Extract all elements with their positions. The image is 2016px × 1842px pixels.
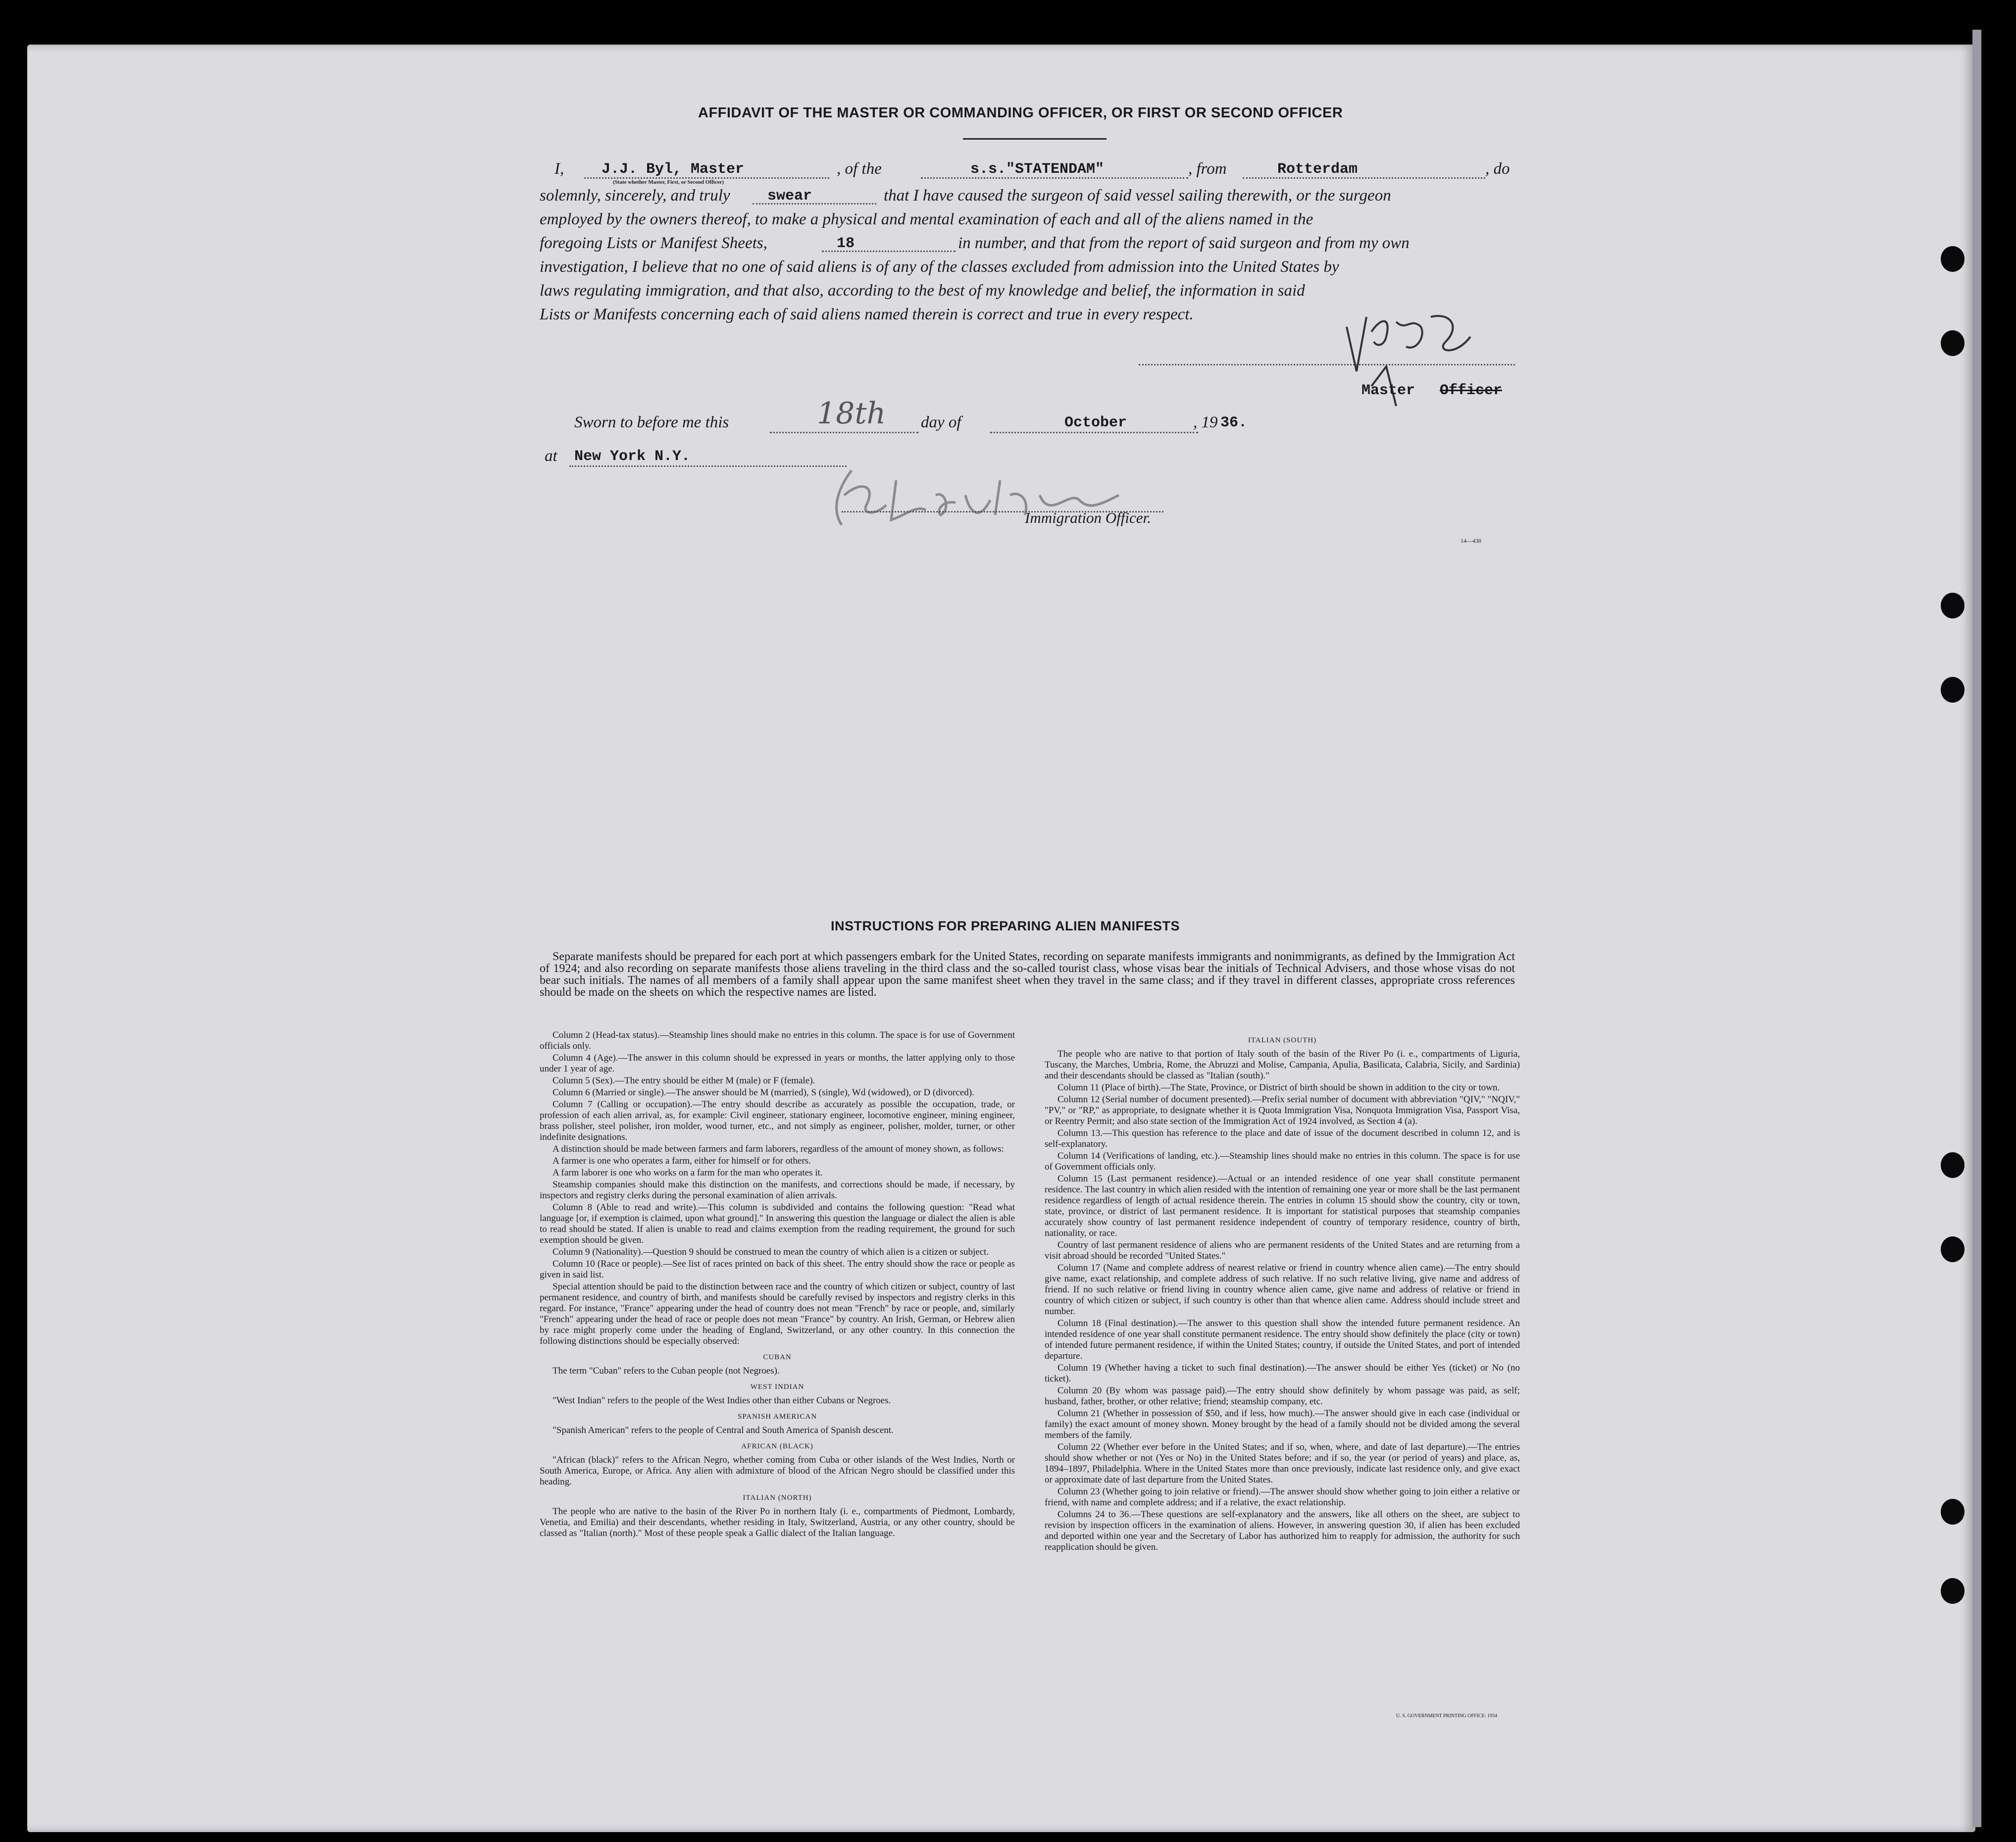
instr-right-para: Column 22 (Whether ever before in the United States; and if so, when, where, and date of last departure).—The entries should show whether or not (Yes or No) in the United States before; and if so, the year (or period of years) and place, as, 1894–1897, Philadelphia. Where in the United States more than once previously, indicate last residence only, and give exact or approximate date of last departure from the United States. <box>1045 1442 1520 1485</box>
african-heading: AFRICAN (BLACK) <box>741 1442 813 1450</box>
day-line <box>770 432 918 433</box>
sworn-month: October <box>1064 414 1127 431</box>
instr-right-para: Column 19 (Whether having a ticket to such final destination).—The answer should be either Yes (ticket) or No (no ticket). <box>1045 1363 1520 1384</box>
instructions-title: INSTRUCTIONS FOR PREPARING ALIEN MANIFESTS <box>831 919 1180 933</box>
instructions-intro <box>540 951 1515 999</box>
instr-left-para: A farm laborer is one who works on a farm for the man who operates it. <box>553 1168 823 1178</box>
at-label: at <box>545 447 557 465</box>
west-indian-heading: WEST INDIAN <box>750 1383 805 1391</box>
spanish-american-heading: SPANISH AMERICAN <box>737 1413 817 1421</box>
west-indian-text: "West Indian" refers to the people of the West Indies other than either Cubans or Negroes. <box>553 1395 891 1406</box>
name-line <box>584 177 829 179</box>
instr-left-para: Column 8 (Able to read and write).—This column is subdivided and contains the following question: "Read what language [or, if exemption is claimed, upon what ground]." In answering this question the language or dialect the alien is able to read should be stated. If alien is unable to read and claims exemption from the reading requirement, the ground for such exemption should be given. <box>540 1202 1015 1245</box>
punch-hole <box>1941 1499 1965 1525</box>
sworn-place: New York N.Y. <box>574 448 691 465</box>
punch-hole <box>1941 1578 1965 1604</box>
instr-left-para: Column 7 (Calling or occupation).—The entry should describe as accurately as possible the occupation, trade, or profession of each alien arrival, as, for example: Civil engineer, stationary engineer, locomotive engineer, mining engineer, brass polisher, steel polisher, iron molder, wood turner, etc., and not simply as engineer, polisher, molder, turner, or other indefinite designations. <box>540 1099 1015 1142</box>
master-title: Master <box>1361 382 1415 399</box>
instr-left-para: A farmer is one who operates a farm, either for himself or for others. <box>553 1156 811 1166</box>
instr-right-para: The people who are native to that portion of Italy south of the basin of the River Po (i. e., compartments of Liguria, Tuscany, the Marches, Umbria, Rome, the Abruzzi and Molise, Campania, Apulia, Basilicata, Calabria, Sicily, and Sardinia) and their descendants should be classed as "Italian (south)." <box>1045 1049 1520 1081</box>
instr-left-para: Column 5 (Sex).—The entry should be either M (male) or F (female). <box>553 1075 815 1086</box>
african-text: "African (black)" refers to the African Negro, whether coming from Cuba or other islands of the West Indies, North or South America, Europe, or Africa. Any alien with admixture of blood of the African Negro should be classified under this heading. <box>540 1455 1015 1487</box>
instr-left-para: A distinction should be made between farmers and farm laborers, regardless of the amount of money shown, as follows: <box>553 1144 1004 1154</box>
vessel-line <box>921 177 1188 179</box>
aff-line5: investigation, I believe that no one of said aliens is of any of the classes excluded from admission into the United States by <box>540 258 1339 276</box>
instr-right-para: Column 23 (Whether going to join relative or friend).—The answer should show whether going to join either a relative or friend, with name and complete address; and if a relative, the exact relationship. <box>1045 1486 1520 1508</box>
sworn-day: 18th <box>817 396 886 431</box>
instr-left-para: Column 9 (Nationality).—Question 9 should be construed to mean the country of which alien is a citizen or subject. <box>553 1247 989 1257</box>
instr-left-para: Column 2 (Head-tax status).—Steamship lines should make no entries in this column. The space is for use of Government officials only. <box>540 1030 1015 1051</box>
punch-hole <box>1941 593 1965 618</box>
intro-paragraph: Separate manifests should be prepared for each port at which passengers embark for the United States, recording on separate manifests immigrants and nonimmigrants, as defined by the Immigration Act of 1924; and also recording on separate manifests those aliens traveling in the third class and the so-called tourist class, whose visas bear the initials of Technical Advisers, and those whose visas do not bear such initials. The names of all members of a family shall appear upon the same manifest sheet when they travel in the same class; and if they travel in different classes, appropriate cross references should be made on the sheets on which the respective names are listed. <box>540 950 1515 999</box>
port-name: Rotterdam <box>1277 161 1358 178</box>
italian-north-text: The people who are native to the basin of the River Po in northern Italy (i. e., compartments of Piedmont, Lombardy, Venetia, and Emilia) and their descendants, whether residing in Italy, Switzerland, Austria, or any other country, should be classed as "Italian (north)." Most of these people speak a Gallic dialect of the Italian language. <box>540 1506 1015 1538</box>
instr-right-para: Column 13.—This question has reference to the place and date of issue of the document described in column 12, and is self-explanatory. <box>1045 1128 1520 1149</box>
instr-left-para: Column 4 (Age).—The answer in this column should be expressed in years or months, the latter applying only to those under 1 year of age. <box>540 1053 1015 1074</box>
month-line <box>990 432 1198 433</box>
instr-left-para: Steamship companies should make this distinction on the manifests, and corrections should be made, if necessary, by inspectors and registry clerks during the personal examination of alien arrivals. <box>540 1179 1015 1201</box>
instr-left-para: Column 10 (Race or people).—See list of races printed on back of this sheet. The entry should show the race or people as given in said list. <box>540 1259 1015 1280</box>
aff-line2a: solemnly, sincerely, and truly <box>540 187 730 205</box>
spanish-american-text: "Spanish American" refers to the people of Central and South America of Spanish descent. <box>553 1425 894 1435</box>
punch-hole <box>1941 246 1965 272</box>
from-label: , from <box>1188 160 1227 178</box>
instr-left-para: Column 6 (Married or single).—The answer should be M (married), S (single), Wd (widowed), or D (divorced). <box>553 1087 974 1098</box>
of-the-label: , of the <box>837 160 882 178</box>
instr-right-para: Column 17 (Name and complete address of nearest relative or friend in country whence alien came).—The entry should give name, exact relationship, and complete address of such relative. If no such relative living, give name and address of friend. If no such relative or friend living in country whence alien came, give name and address of relative or friend in country of which citizen or subject, if such country is other than that whence alien came. Address should include street and number. <box>1045 1263 1520 1317</box>
instr-right-para: Column 20 (By whom was passage paid).—The entry should show definitely by whom passage was paid, as self; husband, father, brother, or other relative; friend; steamship company, etc. <box>1045 1385 1520 1407</box>
instr-right-para: Country of last permanent residence of aliens who are permanent residents of the United States and are returning from a visit abroad should be recorded "United States." <box>1045 1240 1520 1261</box>
punch-hole <box>1941 1152 1965 1178</box>
italian-south-heading: ITALIAN (SOUTH) <box>1248 1036 1317 1044</box>
cuban-text: The term "Cuban" refers to the Cuban people (not Negroes). <box>553 1366 780 1376</box>
instr-right-para: Column 15 (Last permanent residence).—Actual or an intended residence of one year shall constitute permanent residence. The last country in which alien resided with the intention of remaining one year or more shall be the last permanent residence regardless of length of actual residence therein. The entries in column 15 should show the country, city or town, state, province, or district of last permanent residence. It is important for statistical purposes that steamship companies accurately show country of last permanent residence independent of country of temporary residence, country of birth, nationality, or race. <box>1045 1174 1520 1238</box>
immigration-officer-label: Immigration Officer. <box>1025 509 1151 526</box>
punch-hole <box>1941 330 1965 356</box>
swear-line <box>753 203 876 205</box>
sheets-count: 18 <box>837 235 855 252</box>
vessel-name: s.s."STATENDAM" <box>970 161 1105 178</box>
italian-north-heading: ITALIAN (NORTH) <box>743 1494 812 1502</box>
instr-right-para: Column 11 (Place of birth).—The State, Province, or District of birth should be shown in addition to the city or town. <box>1058 1082 1500 1093</box>
aff-line4a: foregoing Lists or Manifest Sheets, <box>540 234 767 252</box>
aff-line3: employed by the owners thereof, to make a physical and mental examination of each and all of the aliens named in the <box>540 210 1313 228</box>
sheets-line <box>822 251 956 252</box>
master-name: J.J. Byl, Master <box>602 161 745 178</box>
aff-line7: Lists or Manifests concerning each of said aliens named therein is correct and true in every respect. <box>540 306 1194 323</box>
instructions-left-column <box>540 1030 1015 1733</box>
sworn-label: Sworn to before me this <box>574 413 729 431</box>
instr-right-para: Column 21 (Whether in possession of $50, and if less, how much).—The answer should give in each case (individual or family) the exact amount of money shown. Money brought by the head of a family should not be divided among the several members of the family. <box>1045 1408 1520 1440</box>
gpo-imprint: U. S. GOVERNMENT PRINTING OFFICE: 1934 <box>1396 1713 1497 1719</box>
aff-line4b: in number, and that from the report of said surgeon and from my own <box>958 234 1410 252</box>
master-sign-line <box>1139 364 1515 365</box>
instr-right-para: Column 18 (Final destination).—The answer to this question shall show the intended future permanent residence. An intended residence of one year shall constitute permanent residence. The entry should show definitely the place (city or town) of intended future permanent residence, if within the United States; country, if outside the United States, and port of intended departure. <box>1045 1318 1520 1361</box>
aff-line2b: that I have caused the surgeon of said vessel sailing therewith, or the surgeon <box>884 187 1391 205</box>
rank-note: (State whether Master, First, or Second Officer) <box>613 179 724 185</box>
i-label: I, <box>554 160 564 178</box>
day-of-label: day of <box>921 413 961 431</box>
officer-struck: Officer <box>1440 382 1503 399</box>
punch-hole <box>1941 1236 1965 1262</box>
port-line <box>1243 177 1485 179</box>
title-rule <box>963 138 1107 140</box>
swear-word: swear <box>767 188 812 205</box>
instr-right-para: Column 12 (Serial number of document presented).—Prefix serial number of document with abbreviation "QIV," "NQIV," "PV," or "RP," as appropriate, to designate whether it is Quota Immigration Visa, Nonquota Immigration Visa, Passport Visa, or Reentry Permit; and also state section of the Immigration Act of 1924 involved, as Section 4 (a). <box>1045 1094 1520 1126</box>
affidavit-title: AFFIDAVIT OF THE MASTER OR COMMANDING OFFICER, OR FIRST OR SECOND OFFICER <box>698 105 1343 121</box>
instr-left-para: Special attention should be paid to the distinction between race and the country of which citizen or subject, country of last permanent residence, and country of birth, and manifests should be carefully revised by inspectors and registry clerks in this regard. For instance, "France" appearing under the head of country does not mean "French" by race or people, and, similarly "French" appearing under the head of race or people does not mean "France" by country. An Irish, German, or Hebrew alien by race might properly come under the heading of England, Switzerland, or any other country. In this connection the following distinctions should be especially observed: <box>540 1281 1015 1346</box>
punch-hole <box>1941 677 1965 703</box>
instr-right-para: Columns 24 to 36.—These questions are self-explanatory and the answers, like all others on the sheet, are subject to revision by inspection officers in the examination of aliens. However, in answering question 30, if alien has been excluded and deported within one year and the Secretary of Labor has authorized him to reapply for admission, the authority for such reapplication should be given. <box>1045 1509 1520 1552</box>
place-line <box>569 465 847 467</box>
sworn-year: 36. <box>1220 414 1248 431</box>
cuban-heading: CUBAN <box>763 1353 792 1361</box>
form-number: 14—430 <box>1461 537 1481 544</box>
page-edge <box>1972 30 1981 1827</box>
aff-line6: laws regulating immigration, and that also, according to the best of my knowledge and belief, the information in said <box>540 282 1305 300</box>
instructions-right-column <box>1045 1030 1520 1733</box>
instr-right-para: Column 14 (Verifications of landing, etc.).—Steamship lines should make no entries in this column. The space is for use of Government officials only. <box>1045 1151 1520 1172</box>
year-prefix: , 19 <box>1193 413 1218 431</box>
do-label: , do <box>1485 160 1510 178</box>
